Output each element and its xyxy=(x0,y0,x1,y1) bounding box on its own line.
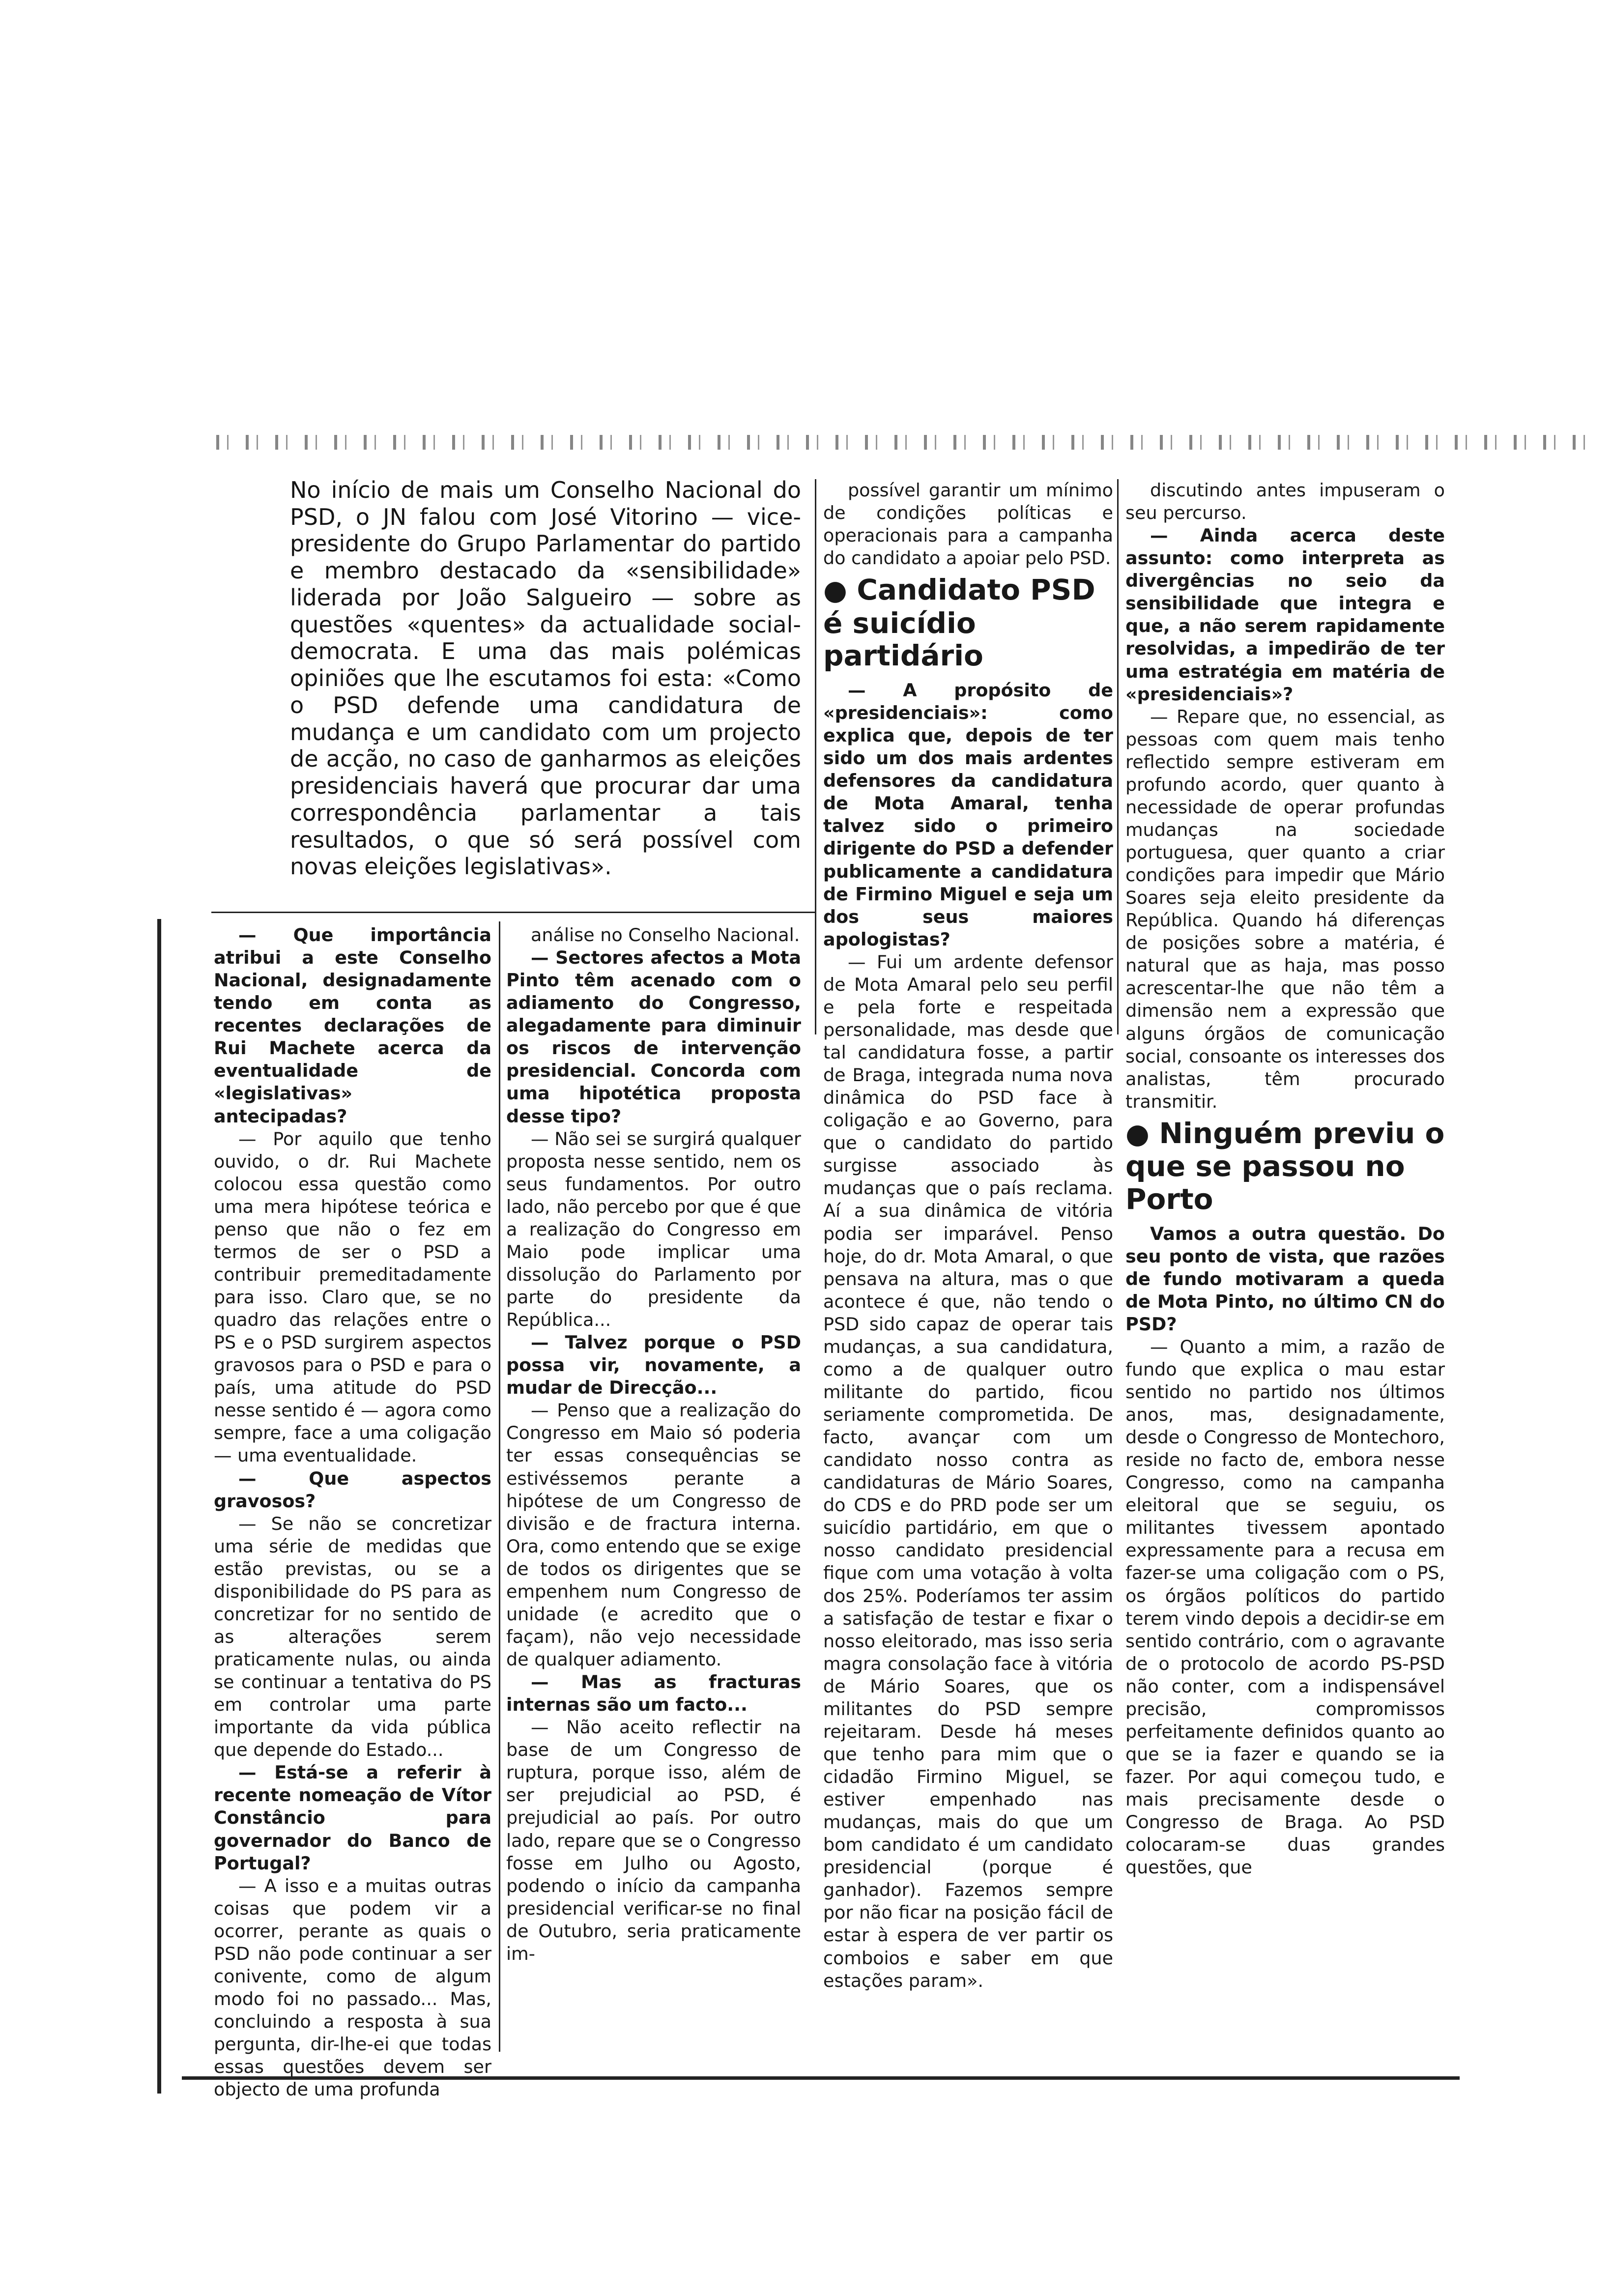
question-paragraph xyxy=(506,1671,801,1716)
column-rule-mid xyxy=(1117,479,1119,1034)
answer-paragraph: — Por aquilo que tenho ouvido, o dr. Rui Machete colocou essa questão como uma mera hipótese teórica e penso que não o fez em termos de ser o PSD a contribuir premeditadamente para isso. Claro que, se no quadro das relações entre o PS e o PSD surgirem aspectos gravosos para o PSD e para o país, uma atitude do PSD nesse sentido é — agora como sempre, face a uma coligação — uma eventualidade. xyxy=(214,1128,491,1466)
answer-paragraph: — Não aceito reflectir na base de um Congresso de ruptura, porque isso, além de ser prejudicial ao PSD, é prejudicial ao país. Por outro lado, repare que se o Congresso fosse em Julho ou Agosto, podendo o início da campanha presidencial verificar-se no final de Outubro, seria praticamente im- xyxy=(506,1717,801,1964)
answer-paragraph: — Repare que, no essencial, as pessoas com quem mais tenho reflectido sempre estiveram em profundo acordo, quer quanto à necessidade de operar profundas mudanças na sociedade portuguesa, quer quanto a criar condições para impedir que Mário Soares seja eleito presidente da República. Quando há diferenças de posições sobre a matéria, é natural que as haja, mas posso acrescentar-lhe que não têm a dimensão nem a expressão que alguns órgãos de comunicação social, consoante os interesses dos analistas, têm procurado transmitir. xyxy=(1125,706,1445,1112)
column-rule-left xyxy=(815,479,816,1034)
article-column-2 xyxy=(506,924,801,1965)
answer-paragraph: — Quanto a mim, a razão de fundo que explica o mau estar sentido no partido nos últimos anos, mas, designadamente, desde o Congresso de Montechoro, reside no facto de, embora nesse Congresso, como na campanha eleitoral que se seguiu, os militantes tivessem apontado expressamente para a recusa em fazer-se uma coligação com o PS, os órgãos políticos do partido terem vindo depois a decidir-se em sentido contrário, com o agravante de o protocolo de acordo PS-PSD não conter, com a indispensável precisão, compromissos perfeitamente definidos quanto ao que se ia fazer e quando se ia fazer. Por aqui começou tudo, e mais precisamente desde o Congresso de Braga. Ao PSD colocaram-se duas grandes questões, que xyxy=(1125,1336,1445,1878)
subheading xyxy=(1125,1117,1445,1216)
answer-paragraph: — Se não se concretizar uma série de medidas que estão previstas, ou se a disponibilidade do PS para as concretizar for no sentido de as alterações serem praticamente nulas, ou ainda se continuar a tentativa do PS em controlar uma parte importante da vida pública que depende do Estado... xyxy=(214,1513,491,1761)
lead-rule xyxy=(211,912,816,913)
interview-question: — Mas as fracturas internas são um facto... xyxy=(506,1671,801,1716)
subheading-text: Ninguém previu o que se passou no Porto xyxy=(1125,1116,1445,1216)
interview-question: — Ainda acerca deste assunto: como interpreta as divergências no seio da sensibilidade que integra e que, a não serem rapidamente resolvidas, a impedirão de ter uma estratégia em matéria de «presidenciais»? xyxy=(1125,525,1445,705)
answer-paragraph: — Penso que a realização do Congresso em Maio só poderia ter essas consequências se estivéssemos perante a hipótese de um Congresso de divisão e de fractura interna. Ora, como entendo que se exige de todos os dirigentes que se empenhem num Congresso de unidade (e acredito que o façam), não vejo necessidade de qualquer adiamento. xyxy=(506,1400,801,1670)
answer-paragraph: discutindo antes impuseram o seu percurso. xyxy=(1125,480,1445,524)
page-border-left xyxy=(157,919,161,2094)
interview-question: — Sectores afectos a Mota Pinto têm acenado com o adiamento do Congresso, alegadamente para diminuir os riscos de intervenção presidencial. Concorda com uma hipotética proposta desse tipo? xyxy=(506,947,801,1127)
question-paragraph xyxy=(1125,524,1445,706)
article-column-3 xyxy=(823,479,1113,1992)
question-paragraph xyxy=(506,947,801,1128)
article-column-1 xyxy=(214,924,491,2101)
lead-paragraph: No início de mais um Conselho Nacional do PSD, o JN falou com José Vitorino — vice-presidente do Grupo Parlamentar do partido e membro destacado da «sensibilidade» liderada por João Salgueiro — sobre as questões «quentes» da actualidade social-democrata. E uma das mais polémicas opiniões que lhe escutamos foi esta: «Como o PSD defende uma candidatura de mudança e um candidato com um projecto de acção, no caso de ganharmos as eleições presidenciais haverá que procurar dar uma correspondência parlamentar a tais resultados, o que só será possível com novas eleições legislativas». xyxy=(290,477,801,880)
question-paragraph xyxy=(506,1331,801,1399)
bullet-icon: ● xyxy=(823,574,857,607)
question-paragraph xyxy=(1125,1223,1445,1336)
question-paragraph xyxy=(214,1467,491,1513)
question-paragraph xyxy=(214,1761,491,1874)
bullet-icon: ● xyxy=(1125,1118,1159,1150)
answer-paragraph: — Fui um ardente defensor de Mota Amaral pelo seu perfil e pela forte e respeitada personalidade, mas desde que tal candidatura fosse, a partir de Braga, integrada numa nova dinâmica do PSD face à coligação e ao Governo, para que o candidato do partido surgisse associado às mudanças que o país reclama. Aí a sua dinâmica de vitória podia ser imparável. Penso hoje, do dr. Mota Amaral, o que pensava na altura, mas o que acontece é que, não tendo o PSD sido capaz de operar tais mudanças, a sua candidatura, como a de qualquer outro militante do partido, ficou seriamente comprometida. De facto, avançar com um candidato nosso contra as candidaturas de Mário Soares, do CDS e do PRD pode ser um suicídio partidário, em que o nosso candidato presidencial fique com uma votação à volta dos 25%. Poderíamos ter assim a satisfação de testar e fixar o nosso eleitorado, mas isso seria magra consolação face à vitória de Mário Soares, que os militantes do PSD sempre rejeitaram. Desde há meses que tenho para mim que o cidadão Firmino Miguel, se estiver empenhado nas mudanças, mais do que um bom candidato é um candidato presidencial (porque é ganhador). Fazemos sempre por não ficar na posição fácil de estar à espera de ver partir os comboios e saber em que estações param». xyxy=(823,951,1113,1991)
interview-question: — Que aspectos gravosos? xyxy=(214,1467,491,1512)
question-paragraph xyxy=(214,924,491,1128)
column-rule-1 xyxy=(499,921,500,2052)
interview-question: — Talvez porque o PSD possa vir, novamente, a mudar de Direcção... xyxy=(506,1332,801,1399)
answer-paragraph: análise no Conselho Nacional. xyxy=(531,924,800,946)
interview-question: — Está-se a referir à recente nomeação de Vítor Constâncio para governador do Banco de Portugal? xyxy=(214,1762,491,1874)
answer-paragraph: possível garantir um mínimo de condições políticas e operacionais para a campanha do candidato a apoiar pelo PSD. xyxy=(823,480,1113,569)
subheading-text: Candidato PSD é suicídio partidário xyxy=(823,573,1095,673)
question-paragraph xyxy=(823,679,1113,951)
subheading xyxy=(823,574,1113,672)
article-column-4 xyxy=(1125,479,1445,1879)
interview-question: — Que importância atribui a este Conselho Nacional, designadamente tendo em conta as recentes declarações de Rui Machete acerca da eventualidade de «legislativas» antecipadas? xyxy=(214,924,491,1127)
interview-question: — A propósito de «presidenciais»: como explica que, depois de ter sido um dos mais ardentes defensores da candidatura de Mota Amaral, tenha talvez sido o primeiro dirigente do PSD a defender publicamente a candidatura de Firmino Miguel e seja um dos seus maiores apologistas? xyxy=(823,680,1113,950)
answer-paragraph: — Não sei se surgirá qualquer proposta nesse sentido, nem os seus fundamentos. Por outro lado, não percebo por que é que a realização do Congresso em Maio pode implicar uma dissolução do Parlamento por parte do presidente da República... xyxy=(506,1128,801,1331)
interview-question: Vamos a outra questão. Do seu ponto de vista, que razões de fundo motivaram a queda de Mota Pinto, no último CN do PSD? xyxy=(1125,1223,1445,1335)
answer-paragraph: — A isso e a muitas outras coisas que podem vir a ocorrer, perante as quais o PSD não pode continuar a ser conivente, como de algum modo foi no passado... Mas, concluindo a resposta à sua pergunta, dir-lhe-ei que todas essas questões devem ser objecto de uma profunda xyxy=(214,1875,491,2100)
scan-noise-strip xyxy=(216,435,1587,450)
